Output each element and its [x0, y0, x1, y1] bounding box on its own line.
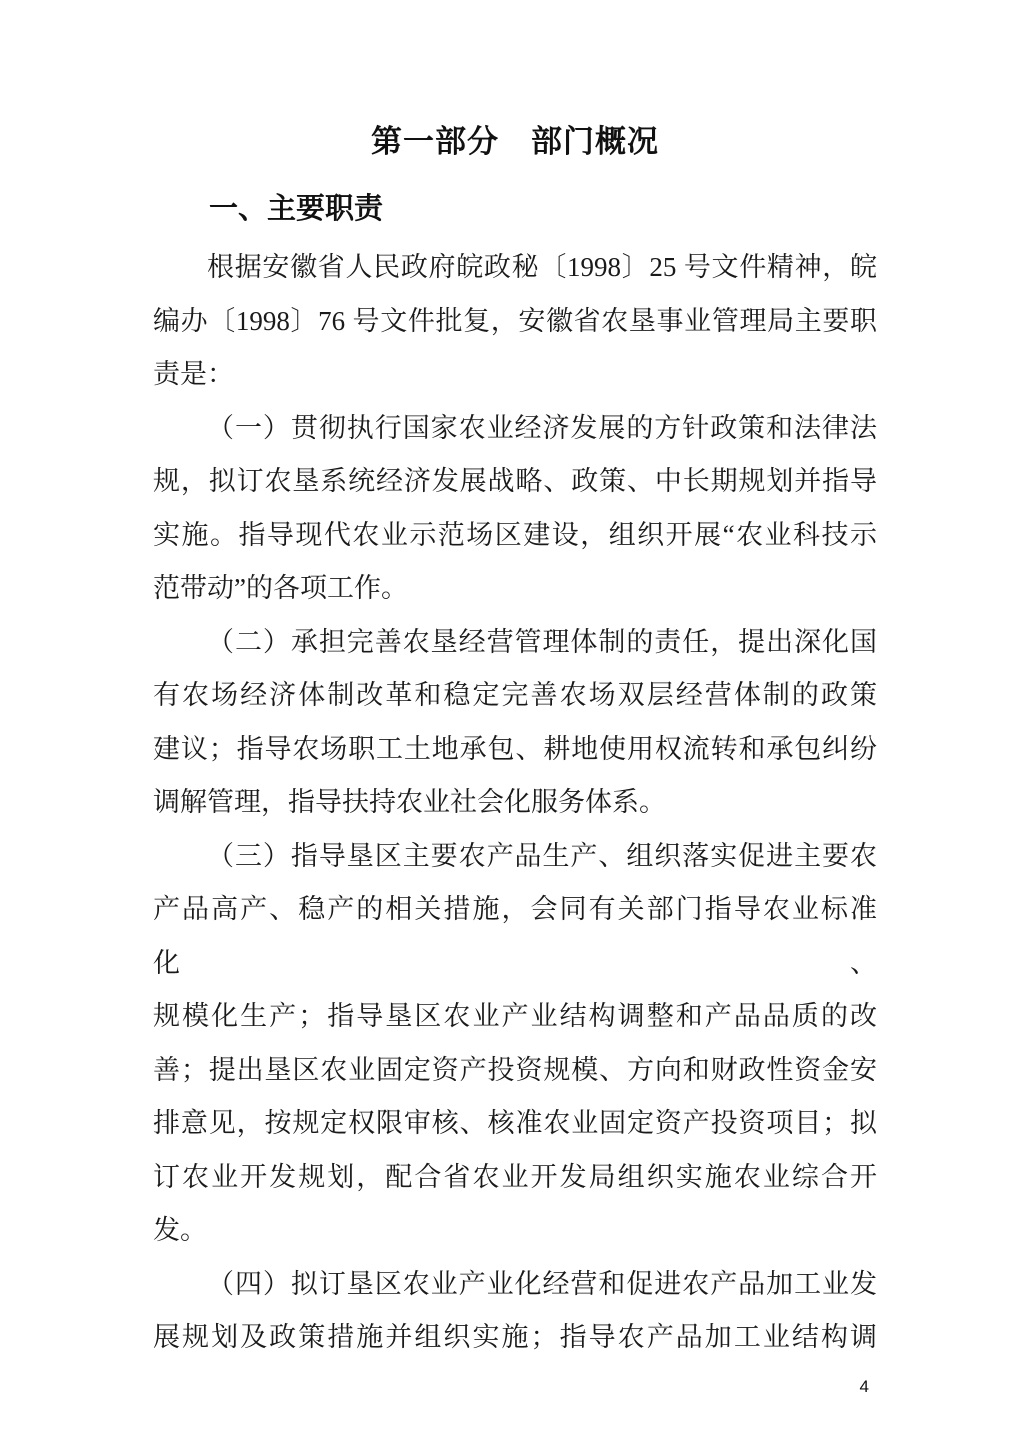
body-line: （二）承担完善农垦经营管理体制的责任，提出深化国 — [207, 626, 877, 657]
body-line: 订农业开发规划，配合省农业开发局组织实施农业综合开 — [153, 1161, 877, 1192]
document-content — [153, 122, 877, 1398]
body-line: （一）贯彻执行国家农业经济发展的方针政策和法律法 — [207, 412, 877, 443]
body-line: 规模化生产；指导垦区农业产业结构调整和产品品质的改 — [153, 1001, 877, 1031]
body-line: 展规划及政策措施并组织实施；指导农产品加工业结构调 — [153, 1322, 877, 1352]
body-line: 责是： — [153, 359, 234, 389]
body-line: 范带动”的各项工作。 — [153, 573, 408, 603]
body-line: 有农场经济体制改革和稳定完善农场双层经营体制的政策 — [153, 680, 877, 710]
paragraph — [153, 402, 877, 616]
page-number: 4 — [859, 1376, 869, 1396]
body-line: 根据安徽省人民政府皖政秘〔1998〕25 号文件精神，皖 — [207, 252, 877, 282]
body-line: 建议；指导农场职工土地承包、耕地使用权流转和承包纠纷 — [153, 733, 877, 764]
paragraph — [153, 830, 877, 1258]
body-line: 排意见，按规定权限审核、核准农业固定资产投资项目；拟 — [153, 1108, 877, 1138]
body-line: 实施。指导现代农业示范场区建设，组织开展“农业科技示 — [153, 519, 877, 550]
body-line: 发。 — [153, 1215, 207, 1245]
body-line: 规，拟订农垦系统经济发展战略、政策、中长期规划并指导 — [153, 466, 877, 496]
document-title: 第一部分 部门概况 — [371, 124, 659, 159]
body-line: 编办〔1998〕76 号文件批复，安徽省农垦事业管理局主要职 — [153, 305, 877, 336]
section-heading: 一、主要职责 — [209, 193, 384, 225]
paragraph — [153, 1258, 877, 1365]
document-body — [153, 241, 877, 1365]
body-line: 善；提出垦区农业固定资产投资规模、方向和财政性资金安 — [153, 1054, 877, 1085]
paragraph — [153, 241, 877, 402]
body-line: （四）拟订垦区农业产业化经营和促进农产品加工业发 — [207, 1268, 877, 1299]
body-line: 调解管理，指导扶持农业社会化服务体系。 — [153, 787, 666, 817]
paragraph — [153, 616, 877, 830]
body-line: （三）指导垦区主要农产品生产、组织落实促进主要农 — [207, 840, 877, 871]
body-line: 产品高产、稳产的相关措施，会同有关部门指导农业标准化、 — [153, 894, 877, 978]
